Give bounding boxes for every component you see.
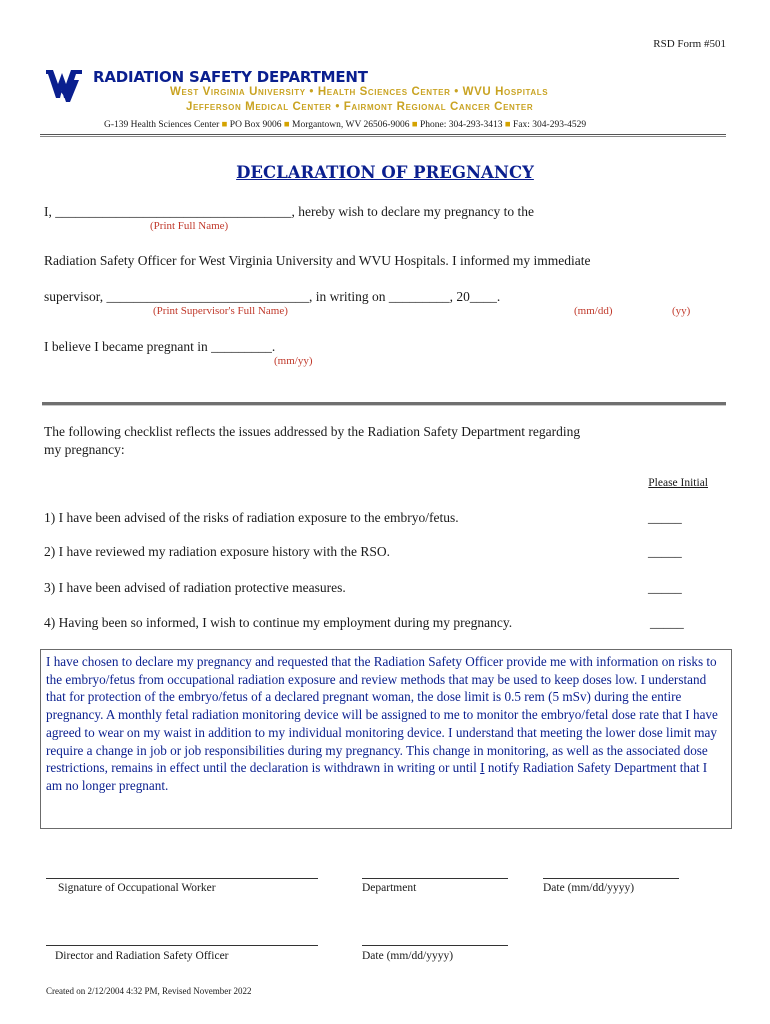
- worker-date-field[interactable]: [543, 878, 679, 879]
- address-location: G-139 Health Sciences Center: [104, 120, 220, 130]
- notification-year-field[interactable]: , 20____.: [449, 289, 501, 304]
- please-initial-header: Please Initial: [648, 477, 708, 489]
- declaration-line-4: [44, 339, 275, 355]
- pregnant-in-label: I believe I became pregnant in: [44, 339, 208, 354]
- director-signature-label: Director and Radiation Safety Officer: [55, 950, 229, 962]
- mmyy-caption: (mm/yy): [274, 355, 313, 367]
- checklist-item: 3) I have been advised of radiation protective measures.: [44, 580, 346, 595]
- department-label: Department: [362, 882, 417, 894]
- full-name-caption: (Print Full Name): [150, 220, 229, 232]
- address-fax: Fax: 304-293-4529: [513, 120, 587, 130]
- acknowledgement-text: I have chosen to declare my pregnancy and requested that the Radiation Safety Officer provide me with information on risks to the embryo/fetus from occupational radiation exposure and review methods that may be used to keep doses low. I understand that for protection of the embryo/fetus of a declared pregnant woman, the dose limit is 0.5 rem (5 mSv) during the entire pregnancy. A monthly fetal radiation monitoring device will be assigned to me to monitor the embryo/fetal dose rate that I have agreed to wear on my waist in addition to my individual monitoring device. I understand that meeting the lower dose limit may require a change in job or job responsibilities during my pregnancy. This change in monitoring, as well as the associated dose restrictions, remains in effect until the declaration is withdrawn in writing or until: [46, 654, 718, 776]
- checklist-item: 2) I have reviewed my radiation exposure history with the RSO.: [44, 544, 391, 559]
- department-title: RADIATION SAFETY DEPARTMENT: [93, 68, 368, 86]
- checklist-item: 1) I have been advised of the risks of radiation exposure to the embryo/fetus.: [44, 510, 459, 525]
- acknowledgement-box: [40, 649, 732, 829]
- worker-date-label: Date (mm/dd/yyyy): [543, 882, 635, 894]
- initial-field[interactable]: _____: [648, 510, 682, 525]
- initial-field[interactable]: _____: [650, 615, 684, 630]
- separator-dot-icon: ■: [283, 120, 290, 130]
- address-phone: Phone: 304-293-3413: [419, 120, 503, 130]
- worker-signature-label: Signature of Occupational Worker: [58, 882, 216, 894]
- declaration-line-3: [44, 289, 500, 305]
- address-line: [104, 120, 586, 130]
- separator-dot-icon: ■: [411, 120, 418, 130]
- address-pobox: PO Box 9006: [229, 120, 282, 130]
- checklist-intro-line-2: my pregnancy:: [44, 442, 125, 457]
- form-number: RSD Form #501: [653, 38, 726, 50]
- institutions-line-1: West Virginia University • Health Sciences Center • WVU Hospitals: [170, 86, 549, 98]
- notification-date-field[interactable]: _________: [388, 289, 450, 304]
- institutions-line-2: Jefferson Medical Center • Fairmont Regional Cancer Center: [186, 101, 534, 113]
- footer-created-note: Created on 2/12/2004 4:32 PM, Revised November 2022: [46, 986, 252, 996]
- section-divider: [42, 402, 726, 406]
- pregnancy-date-field[interactable]: _________.: [211, 339, 276, 354]
- acknowledgement-underlined-i: I: [480, 760, 485, 776]
- supervisor-label: supervisor,: [44, 289, 104, 304]
- director-signature-field[interactable]: [46, 945, 318, 946]
- checklist-intro-line-1: The following checklist reflects the issues addressed by the Radiation Safety Department regarding: [44, 424, 581, 439]
- full-name-field[interactable]: ___________________________________: [55, 204, 292, 219]
- wv-logo-icon: [46, 68, 82, 102]
- supervisor-name-field[interactable]: ______________________________: [106, 289, 309, 304]
- document-title: DECLARATION OF PREGNANCY: [236, 163, 534, 182]
- supervisor-name-caption: (Print Supervisor's Full Name): [153, 305, 288, 317]
- initial-field[interactable]: _____: [648, 580, 682, 595]
- mmdd-caption: (mm/dd): [574, 305, 613, 317]
- declaration-line-1: [44, 204, 534, 220]
- department-field[interactable]: [362, 878, 508, 879]
- header-rule: [40, 134, 726, 137]
- worker-signature-field[interactable]: [46, 878, 318, 879]
- separator-dot-icon: ■: [504, 120, 511, 130]
- director-date-label: Date (mm/dd/yyyy): [362, 950, 454, 962]
- declaration-i-label: I,: [44, 204, 52, 219]
- address-city: Morgantown, WV 26506-9006: [292, 120, 410, 130]
- declaration-line-1-end: , hereby wish to declare my pregnancy to the: [291, 204, 535, 219]
- checklist-item: 4) Having been so informed, I wish to continue my employment during my pregnancy.: [44, 615, 513, 630]
- declaration-line-2: Radiation Safety Officer for West Virginia University and WVU Hospitals. I informed my immediate: [44, 253, 591, 268]
- initial-field[interactable]: _____: [648, 544, 682, 559]
- yy-caption: (yy): [672, 305, 691, 317]
- acknowledgement-text-end: notify Radiation Safety Department that I am no longer pregnant.: [46, 760, 708, 793]
- in-writing-on-label: , in writing on: [308, 289, 386, 304]
- director-date-field[interactable]: [362, 945, 508, 946]
- separator-dot-icon: ■: [221, 120, 228, 130]
